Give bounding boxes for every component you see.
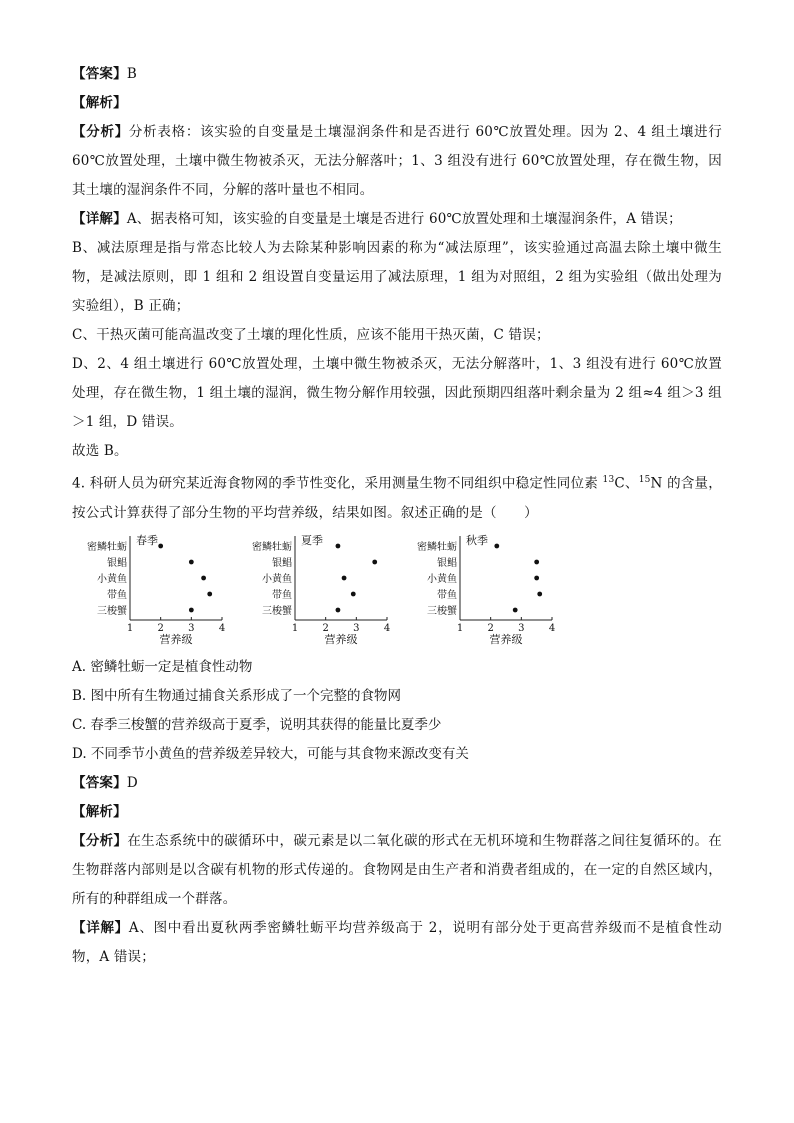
data-point (201, 575, 206, 580)
data-point (207, 591, 212, 596)
category-label: 带鱼 (272, 589, 292, 601)
xiangjie-tag: 【详解】 (72, 211, 127, 227)
chart-title: 秋季 (466, 533, 488, 547)
choice-line-1: 故选 B。 (72, 443, 128, 459)
x-tick-label: 1 (456, 622, 464, 634)
category-label: 密鳞牡蛎 (417, 541, 457, 553)
fenxi-paragraph-1 (72, 118, 722, 205)
xiangjie-text: A、据表格可知，该实验的自变量是土壤是否进行 60℃放置处理和土壤湿润条件，A 错误； (126, 211, 682, 227)
fenxi-tag: 【分析】 (72, 832, 128, 849)
xiangjie-D-1: D、2、4 组土壤进行 60℃放置处理，土壤中微生物被杀灭，无法分解落叶，1、3 组没有进行 60℃放置处理，存在微生物，1 组土壤的湿润，微生物分解作用较强，因此预期四组落叶剩余量为 2 组≈4 组＞3 组＞1 组，D 错误。 (72, 356, 722, 430)
category-label: 银鲳 (437, 557, 457, 569)
x-tick-label: 3 (518, 622, 525, 634)
stem-part: N 的含量，按公式计算获得了部分生物的平均营养级，结果如图。叙述正确的是（ ） (72, 475, 722, 521)
document-page (72, 60, 722, 972)
category-label: 三梭蟹 (262, 605, 292, 617)
xiangjie-A-2 (72, 914, 722, 972)
question-4-stem (72, 466, 722, 528)
x-tick-label: 4 (548, 622, 556, 634)
x-tick-label: 1 (126, 622, 134, 634)
category-label: 银鲳 (272, 557, 292, 569)
category-label: 带鱼 (107, 589, 127, 601)
answer-tag: 【答案】 (72, 66, 127, 82)
x-tick-label: 3 (353, 622, 360, 634)
data-point (336, 543, 341, 548)
x-tick-label: 2 (322, 622, 329, 634)
fenxi-text: 分析表格：该实验的自变量是土壤湿润条件和是否进行 60℃放置处理。因为 2、4 组土壤进行 60℃放置处理，土壤中微生物被杀灭，无法分解落叶；1、3 组没有进行 60℃放置处理，存在微生物，因其土壤的湿润条件不同，分解的落叶量也不相同。 (72, 124, 722, 198)
season-charts (72, 532, 722, 647)
chart-title: 夏季 (301, 533, 323, 547)
data-point (351, 591, 356, 596)
category-label: 三梭蟹 (427, 605, 457, 617)
xiangjie-tag: 【详解】 (72, 919, 129, 936)
category-label: 小黄鱼 (262, 573, 292, 585)
fenxi-text: 在生态系统中的碳循环中，碳元素是以二氧化碳的形式在无机环境和生物群落之间往复循环的。在生物群落内部则是以含碳有机物的形式传递的。食物网是由生产者和消费者组成的，在一定的自然区域内，所有的种群组成一个群落。 (72, 832, 722, 907)
data-point (189, 607, 194, 612)
chart-spring (72, 532, 227, 647)
fenxi-paragraph-2 (72, 827, 722, 914)
data-point (513, 607, 518, 612)
xiangjie-C-1: C、干热灭菌可能高温改变了土壤的理化性质，应该不能用干热灭菌，C 错误； (72, 327, 550, 343)
category-label: 密鳞牡蛎 (87, 541, 127, 553)
analysis-heading-1: 【解析】 (72, 95, 127, 111)
superscript-15: 15 (638, 475, 651, 485)
x-axis-label: 营养级 (324, 632, 358, 646)
data-point (336, 607, 341, 612)
option-B: B. 图中所有生物通过捕食关系形成了一个完整的食物网 (72, 687, 402, 704)
data-point (534, 575, 539, 580)
data-point (537, 591, 542, 596)
stem-part: 4. 科研人员为研究某近海食物网的季节性变化，采用测量生物不同组织中稳定性同位素 (72, 475, 603, 492)
chart-summer (237, 532, 392, 647)
data-point (534, 559, 539, 564)
data-point (372, 559, 377, 564)
x-tick-label: 2 (157, 622, 164, 634)
option-A: A. 密鳞牡蛎一定是植食性动物 (72, 658, 253, 675)
answer-value: B (126, 66, 137, 82)
option-C: C. 春季三梭蟹的营养级高于夏季，说明其获得的能量比夏季少 (72, 716, 442, 733)
category-label: 三梭蟹 (97, 605, 127, 617)
category-label: 小黄鱼 (97, 573, 127, 585)
data-point (494, 543, 499, 548)
fenxi-tag: 【分析】 (72, 124, 129, 140)
x-axis-label: 营养级 (489, 632, 523, 646)
xiangjie-B-1: B、减法原理是指与常态比较人为去除某种影响因素的称为“减法原理”，该实验通过高温去除土壤中微生物，是减法原则，即 1 组和 2 组设置自变量运用了减法原理，1 组为对照组，2 组为实验组（做出处理为实验组），B 正确； (72, 240, 722, 314)
x-tick-label: 3 (188, 622, 195, 634)
category-label: 密鳞牡蛎 (252, 541, 292, 553)
x-tick-label: 2 (487, 622, 494, 634)
analysis-heading-2: 【解析】 (72, 803, 127, 820)
stem-part: C、 (614, 475, 639, 492)
option-D: D. 不同季节小黄鱼的营养级差异较大，可能与其食物来源改变有关 (72, 745, 469, 762)
xiangjie-A-1 (72, 205, 722, 234)
x-tick-label: 1 (291, 622, 299, 634)
chart-autumn (402, 532, 557, 647)
x-tick-label: 4 (218, 622, 226, 634)
data-point (189, 559, 194, 564)
data-point (342, 575, 347, 580)
answer-value: D (126, 774, 138, 791)
category-label: 带鱼 (437, 589, 457, 601)
category-label: 小黄鱼 (427, 573, 457, 585)
answer-line-1 (72, 60, 722, 89)
x-tick-label: 4 (383, 622, 391, 634)
answer-line-2 (72, 769, 722, 798)
superscript-13: 13 (602, 475, 615, 485)
chart-title: 春季 (136, 533, 158, 547)
data-point (158, 543, 163, 548)
xiangjie-text: A、图中看出夏秋两季密鳞牡蛎平均营养级高于 2，说明有部分处于更高营养级而不是植食性动物，A 错误； (72, 919, 722, 965)
x-axis-label: 营养级 (159, 632, 193, 646)
answer-tag: 【答案】 (72, 774, 127, 791)
category-label: 银鲳 (107, 557, 127, 569)
